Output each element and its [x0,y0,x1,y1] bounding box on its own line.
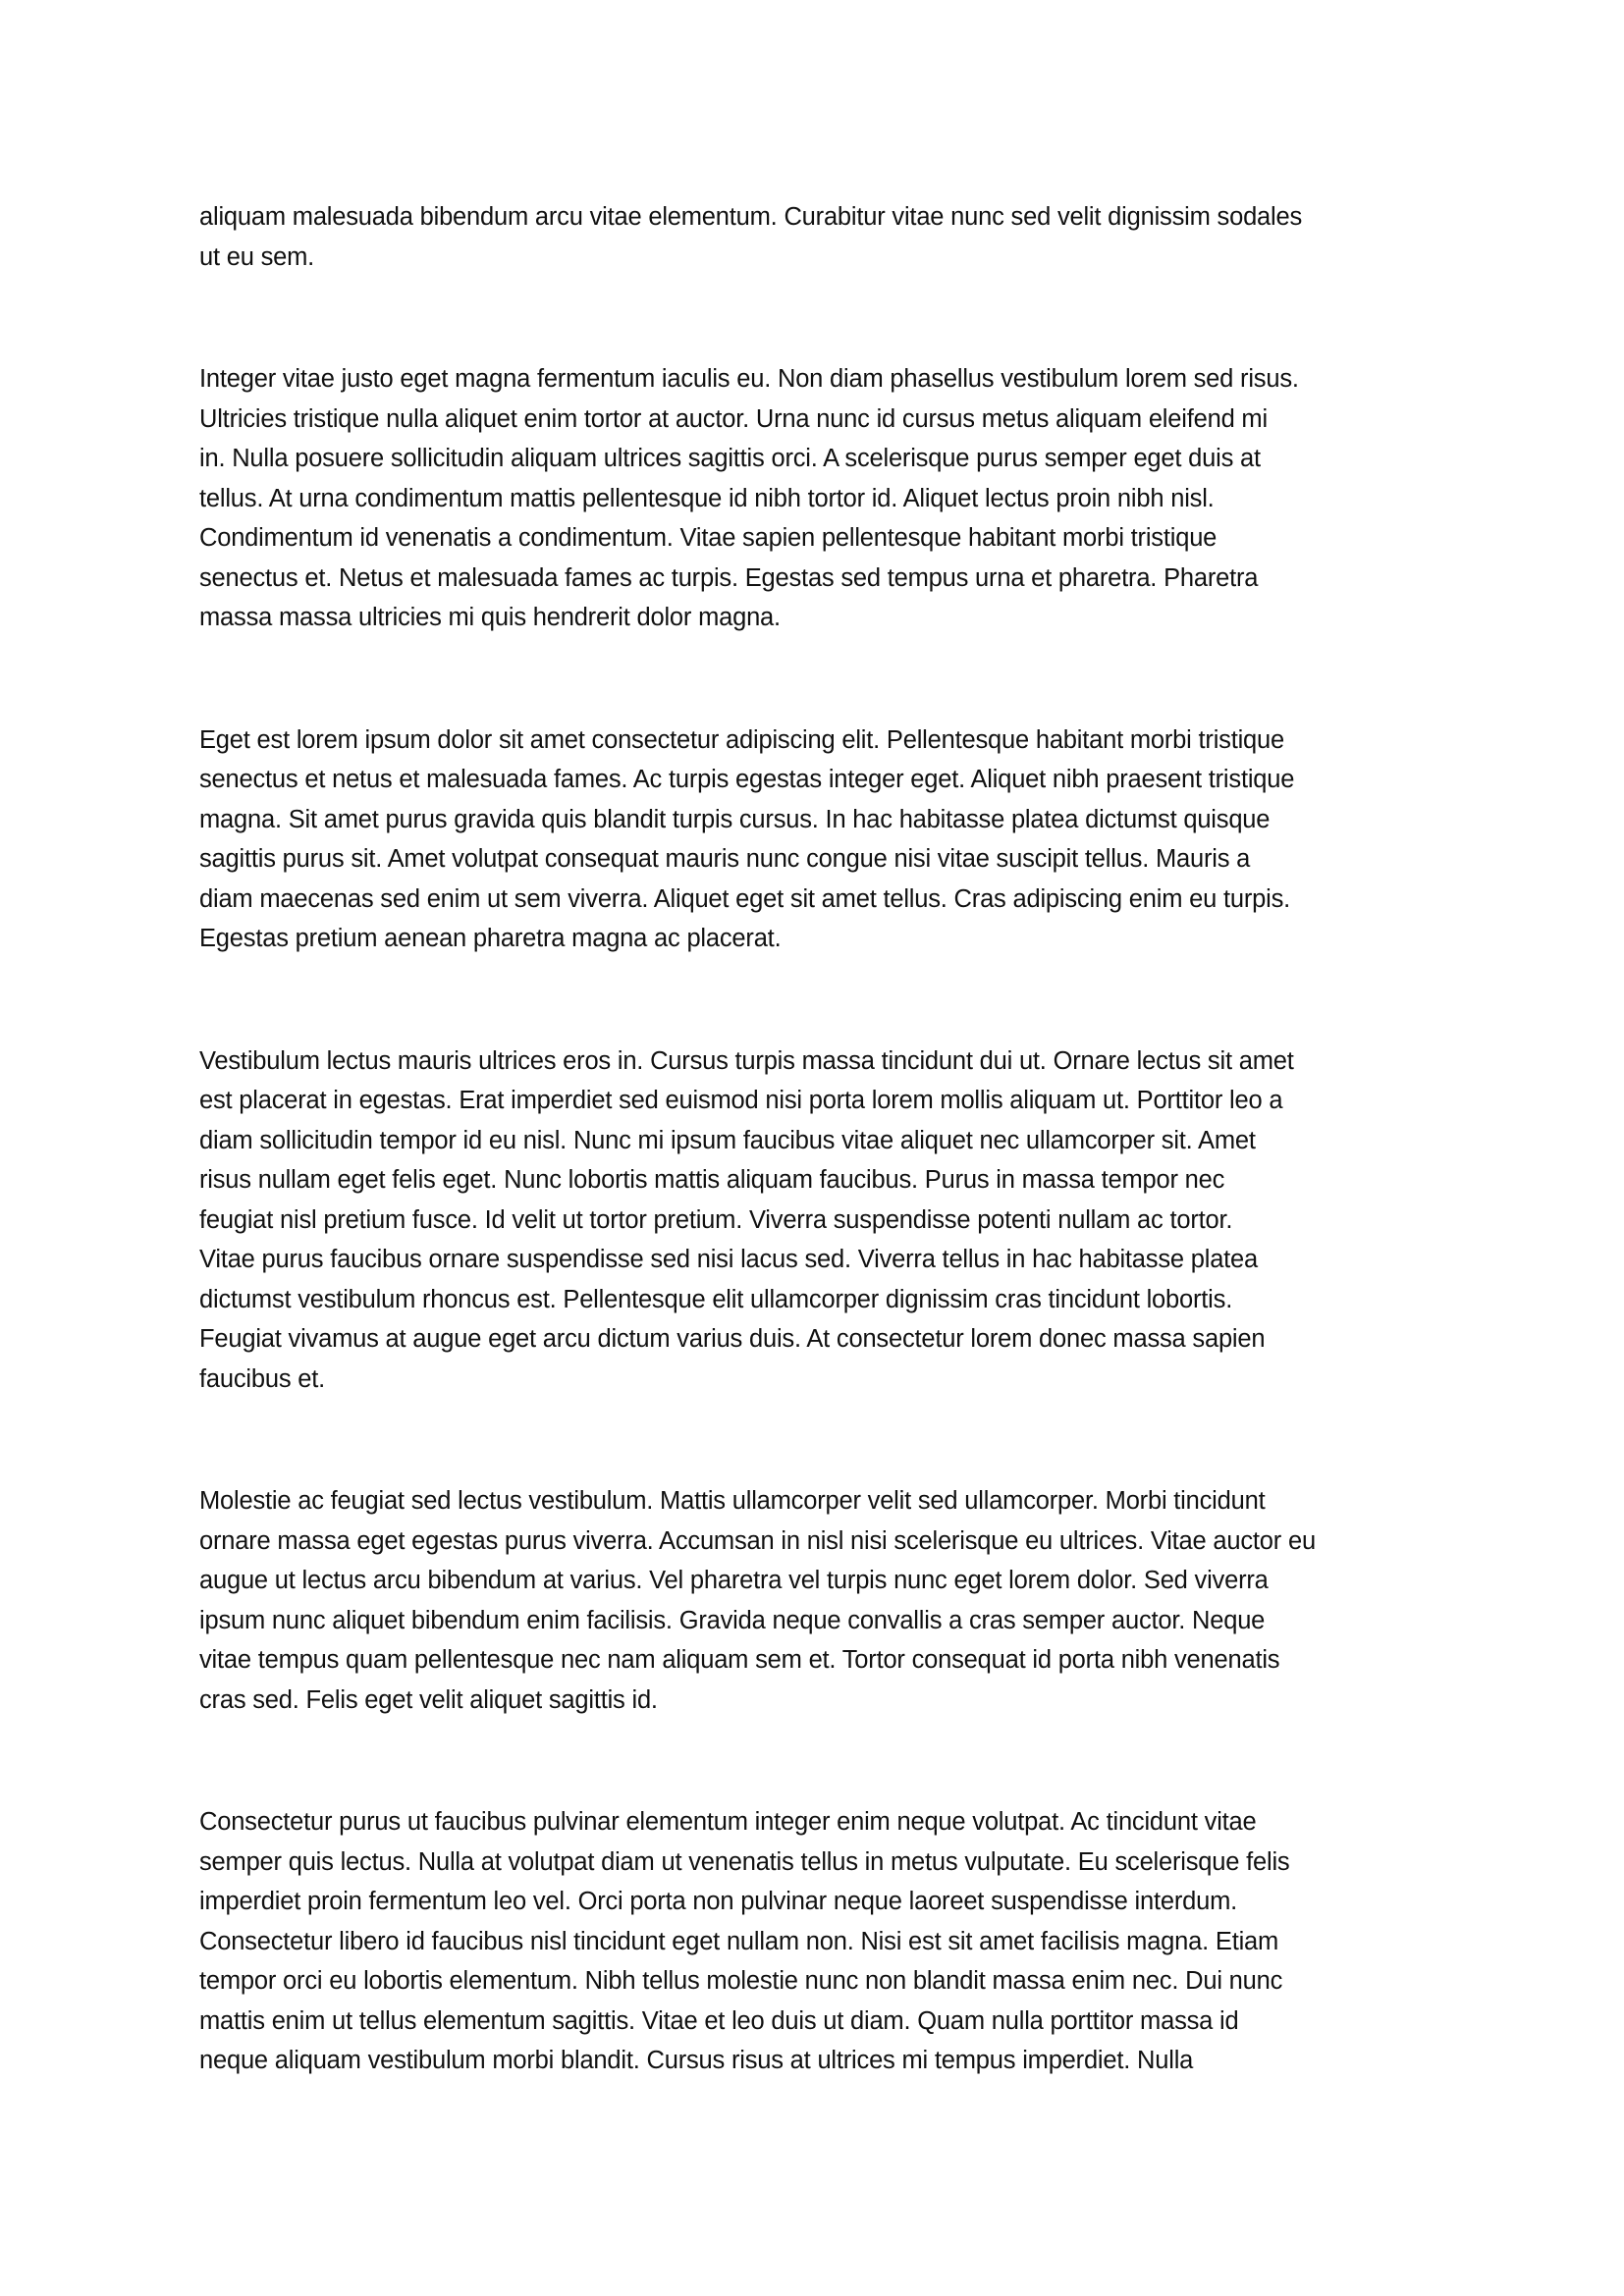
text-line: tellus. At urna condimentum mattis pellentesque id nibh tortor id. Aliquet lectus proin nibh nisl. [199,484,1215,512]
text-line: Feugiat vivamus at augue eget arcu dictum varius duis. At consectetur lorem donec massa sapien [199,1325,1266,1353]
text-line: Egestas pretium aenean pharetra magna ac placerat. [199,925,782,952]
paragraph [199,359,1446,638]
paragraph [199,721,1446,959]
text-line: Condimentum id venenatis a condimentum. Vitae sapien pellentesque habitant morbi tristique [199,524,1218,552]
text-line: Integer vitae justo eget magna fermentum iaculis eu. Non diam phasellus vestibulum lorem sed risus. [199,365,1299,393]
paragraph [199,1802,1446,2081]
paragraph [199,197,1446,277]
text-line: aliquam malesuada bibendum arcu vitae elementum. Curabitur vitae nunc sed velit dignissim sodales [199,203,1303,231]
text-line: dictumst vestibulum rhoncus est. Pellentesque elit ullamcorper dignissim cras tincidunt lobortis. [199,1285,1233,1313]
text-line: in. Nulla posuere sollicitudin aliquam ultrices sagittis orci. A scelerisque purus semper eget duis at [199,445,1261,472]
text-line: senectus et netus et malesuada fames. Ac turpis egestas integer eget. Aliquet nibh praesent tristique [199,766,1295,793]
text-line: ipsum nunc aliquet bibendum enim facilisis. Gravida neque convallis a cras semper auctor. Neque [199,1606,1266,1634]
text-line: semper quis lectus. Nulla at volutpat diam ut venenatis tellus in metus vulputate. Eu scelerisque felis [199,1847,1290,1876]
document-page [199,197,1446,2163]
text-line: risus nullam eget felis eget. Nunc lobortis mattis aliquam faucibus. Purus in massa tempor nec [199,1166,1225,1194]
text-line: massa massa ultricies mi quis hendrerit dolor magna. [199,604,781,631]
text-line: diam maecenas sed enim ut sem viverra. Aliquet eget sit amet tellus. Cras adipiscing enim eu turpis. [199,884,1291,913]
text-line: ut eu sem. [199,242,315,271]
text-line: imperdiet proin fermentum leo vel. Orci porta non pulvinar neque laoreet suspendisse interdum. [199,1888,1238,1915]
text-line: Ultricies tristique nulla aliquet enim tortor at auctor. Urna nunc id cursus metus aliquam eleifend mi [199,404,1268,433]
paragraph [199,1041,1446,1400]
text-line: Consectetur libero id faucibus nisl tincidunt eget nullam non. Nisi est sit amet facilisis magna. Etiam [199,1927,1279,1955]
text-line: ornare massa eget egestas purus viverra. Accumsan in nisl nisi scelerisque eu ultrices. Vitae auctor eu [199,1526,1316,1555]
paragraph [199,1481,1446,1720]
text-line: cras sed. Felis eget velit aliquet sagittis id. [199,1685,658,1714]
text-line: diam sollicitudin tempor id eu nisl. Nunc mi ipsum faucibus vitae aliquet nec ullamcorper sit. Amet [199,1126,1256,1154]
text-line: feugiat nisl pretium fusce. Id velit ut tortor pretium. Viverra suspendisse potenti nullam ac tortor. [199,1205,1233,1234]
text-line: est placerat in egestas. Erat imperdiet sed euismod nisi porta lorem mollis aliquam ut. Porttitor leo a [199,1087,1283,1114]
text-line: Vitae purus faucibus ornare suspendisse sed nisi lacus sed. Viverra tellus in hac habitasse platea [199,1246,1259,1273]
text-line: faucibus et. [199,1364,326,1393]
text-line: Molestie ac feugiat sed lectus vestibulum. Mattis ullamcorper velit sed ullamcorper. Morbi tincidunt [199,1487,1266,1515]
text-line: vitae tempus quam pellentesque nec nam aliquam sem et. Tortor consequat id porta nibh venenatis [199,1646,1280,1674]
text-line: mattis enim ut tellus elementum sagittis. Vitae et leo duis ut diam. Quam nulla porttitor massa id [199,2006,1239,2035]
text-line: tempor orci eu lobortis elementum. Nibh tellus molestie nunc non blandit massa enim nec. Dui nunc [199,1967,1283,1995]
text-line: sagittis purus sit. Amet volutpat consequat mauris nunc congue nisi vitae suscipit tellus. Mauris a [199,845,1251,873]
text-line: Vestibulum lectus mauris ultrices eros in. Cursus turpis massa tincidunt dui ut. Ornare lectus sit amet [199,1046,1294,1075]
text-line: senectus et. Netus et malesuada fames ac turpis. Egestas sed tempus urna et pharetra. Pharetra [199,563,1259,592]
text-line: neque aliquam vestibulum morbi blandit. Cursus risus at ultrices mi tempus imperdiet. Nulla [199,2047,1194,2074]
text-line: Eget est lorem ipsum dolor sit amet consectetur adipiscing elit. Pellentesque habitant morbi tristique [199,725,1284,754]
text-line: augue ut lectus arcu bibendum at varius. Vel pharetra vel turpis nunc eget lorem dolor. Sed viverra [199,1567,1269,1594]
text-line: Consectetur purus ut faucibus pulvinar elementum integer enim neque volutpat. Ac tincidunt vitae [199,1808,1257,1836]
text-line: magna. Sit amet purus gravida quis blandit turpis cursus. In hac habitasse platea dictumst quisque [199,805,1271,833]
